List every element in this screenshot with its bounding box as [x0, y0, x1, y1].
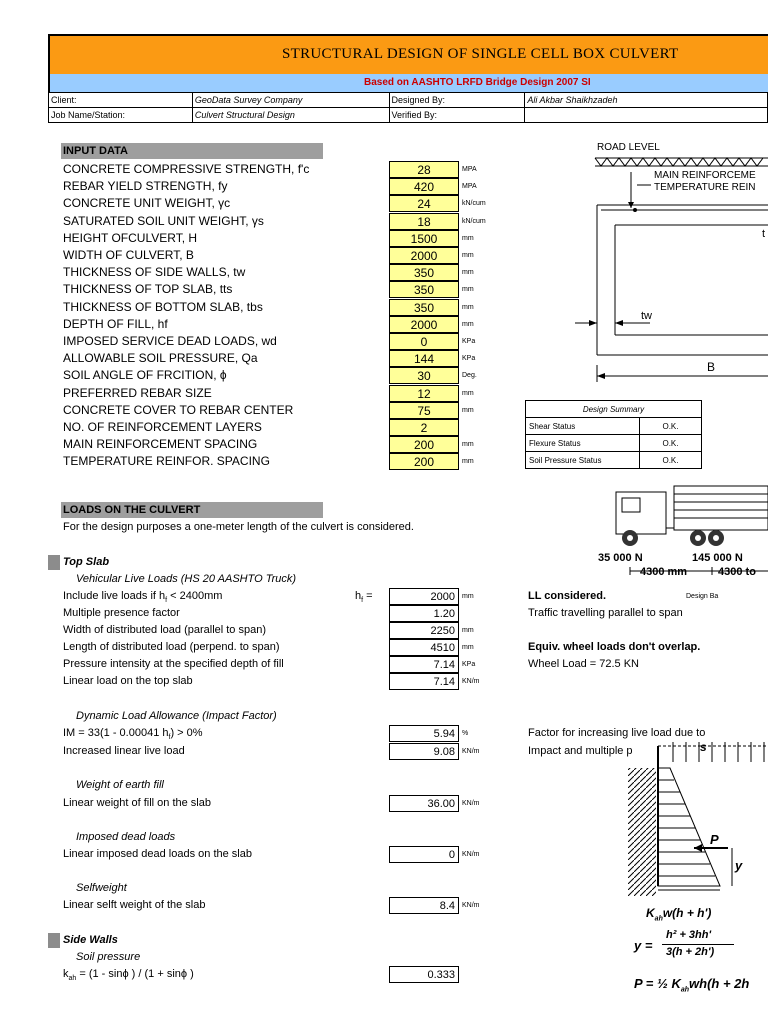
y-label: y: [735, 858, 743, 873]
verified-by-label: Verified By:: [389, 108, 525, 123]
designed-by-value[interactable]: Ali Akbar Shaikhzadeh: [525, 93, 768, 108]
input-value-11[interactable]: 144: [389, 350, 459, 367]
input-data-header: INPUT DATA: [61, 143, 323, 159]
design-basis-note: Design Ba: [686, 593, 719, 600]
input-label-9: DEPTH OF FILL, hf: [63, 317, 168, 331]
linear-load-unit: KN/m: [462, 678, 480, 685]
y-equation-den: 3(h + 2h'): [666, 946, 715, 958]
kah-label: $k_{ah} = (1 - \sin\phi$ ) / (1 + sinϕ ): [63, 968, 194, 983]
p-label: P: [710, 832, 719, 847]
input-label-16: MAIN REINFORCEMENT SPACING: [63, 437, 258, 451]
hf-equals: $h_f$ =: [355, 590, 373, 605]
soil-pressure-heading: Soil pressure: [76, 951, 141, 963]
road-level-label: ROAD LEVEL: [597, 142, 660, 153]
input-unit-13: mm: [462, 390, 474, 397]
axle-load-2: 145 000 N: [692, 552, 743, 564]
input-value-3[interactable]: 18: [389, 213, 459, 230]
p-equation: P = ½ $K_{ah}wh(h + 2h$: [634, 976, 750, 994]
input-unit-17: mm: [462, 458, 474, 465]
increased-ll-label: Increased linear live load: [63, 745, 185, 757]
designed-by-label: Designed By:: [389, 93, 525, 108]
imposed-dl-value: 0: [389, 846, 459, 863]
factor-note-2: Impact and multiple p: [528, 745, 633, 757]
increased-ll-value: 9.08: [389, 743, 459, 760]
summary-shear-value: O.K.: [640, 418, 702, 435]
earth-pressure-diagram: [628, 740, 768, 900]
input-label-6: THICKNESS OF SIDE WALLS, tw: [63, 265, 246, 279]
kah-value: 0.333: [389, 966, 459, 983]
subtitle-bar: [48, 74, 768, 92]
job-label: Job Name/Station:: [49, 108, 193, 123]
fill-weight-value: 36.00: [389, 795, 459, 812]
input-value-4[interactable]: 1500: [389, 230, 459, 247]
pressure-base-label: $K_{ah}w(h + h')$: [646, 906, 712, 923]
input-value-5[interactable]: 2000: [389, 247, 459, 264]
side-walls-heading: Side Walls: [63, 934, 118, 946]
summary-soil-value: O.K.: [640, 452, 702, 469]
client-label: Client:: [49, 93, 193, 108]
input-unit-10: KPa: [462, 338, 476, 345]
im-unit: %: [462, 730, 469, 737]
input-value-1[interactable]: 420: [389, 178, 459, 195]
input-label-5: WIDTH OF CULVERT, B: [63, 248, 194, 262]
input-unit-14: mm: [462, 407, 474, 414]
input-label-7: THICKNESS OF TOP SLAB, tts: [63, 282, 233, 296]
input-value-15[interactable]: 2: [389, 419, 459, 436]
input-unit-6: mm: [462, 269, 474, 276]
mpf-label: Multiple presence factor: [63, 607, 180, 619]
pressure-unit: KPa: [462, 661, 476, 668]
input-value-7[interactable]: 350: [389, 281, 459, 298]
input-value-0[interactable]: 28: [389, 161, 459, 178]
summary-title: Design Summary: [526, 401, 702, 418]
selfweight-value: 8.4: [389, 897, 459, 914]
subtitle: Based on AASHTO LRFD Bridge Design 2007 SI: [364, 77, 591, 88]
input-label-8: THICKNESS OF BOTTOM SLAB, tbs: [63, 300, 263, 314]
imposed-dl-unit: KN/m: [462, 851, 480, 858]
input-value-17[interactable]: 200: [389, 453, 459, 470]
traffic-note: Traffic travelling parallel to span: [528, 607, 683, 619]
width-dist-label: Width of distributed load (parallel to span): [63, 624, 266, 636]
client-value[interactable]: GeoData Survey Company: [192, 93, 389, 108]
include-ll-label: Include live loads if $h_f < 2400mm$: [63, 590, 223, 605]
imposed-dl-label: Linear imposed dead loads on the slab: [63, 848, 252, 860]
imposed-dl-heading: Imposed dead loads: [76, 831, 176, 843]
page-title: STRUCTURAL DESIGN OF SINGLE CELL BOX CULVERT: [282, 46, 679, 62]
input-label-14: CONCRETE COVER TO REBAR CENTER: [63, 403, 294, 417]
input-unit-0: MPA: [462, 166, 477, 173]
y-equation-lhs: y =: [634, 938, 653, 953]
pressure-value: 7.14: [389, 656, 459, 673]
input-value-12[interactable]: 30: [389, 367, 459, 384]
input-label-17: TEMPERATURE REINFOR. SPACING: [63, 454, 270, 468]
loads-intro: For the design purposes a one-meter length of the culvert is considered.: [63, 521, 414, 533]
input-value-14[interactable]: 75: [389, 402, 459, 419]
s-label: s: [700, 740, 707, 754]
fill-weight-unit: KN/m: [462, 800, 480, 807]
y-equation-bar: [662, 944, 734, 945]
job-value[interactable]: Culvert Structural Design: [192, 108, 389, 123]
input-label-2: CONCRETE UNIT WEIGHT, γc: [63, 196, 231, 210]
design-summary-table: [525, 400, 702, 469]
input-label-13: PREFERRED REBAR SIZE: [63, 386, 212, 400]
input-unit-9: mm: [462, 321, 474, 328]
width-dist-unit: mm: [462, 627, 474, 634]
axle-load-1: 35 000 N: [598, 552, 643, 564]
linear-load-label: Linear load on the top slab: [63, 675, 193, 687]
length-dist-unit: mm: [462, 644, 474, 651]
input-unit-4: mm: [462, 235, 474, 242]
linear-load-value: 7.14: [389, 673, 459, 690]
dla-heading: Dynamic Load Allowance (Impact Factor): [76, 710, 277, 722]
input-value-13[interactable]: 12: [389, 385, 459, 402]
summary-soil-label: Soil Pressure Status: [526, 452, 640, 469]
b-label: B: [707, 360, 716, 374]
input-unit-5: mm: [462, 252, 474, 259]
width-dist-value: 2250: [389, 622, 459, 639]
selfweight-label: Linear selft weight of the slab: [63, 899, 206, 911]
project-info-table: [48, 92, 768, 123]
increased-ll-unit: KN/m: [462, 748, 480, 755]
loads-header: LOADS ON THE CULVERT: [61, 502, 323, 518]
equiv-wheel-note: Equiv. wheel loads don't overlap.: [528, 641, 701, 653]
input-unit-16: mm: [462, 441, 474, 448]
y-equation-num: h² + 3hh': [666, 929, 712, 941]
input-unit-2: kN/cum: [462, 200, 486, 207]
include-ll-unit: mm: [462, 593, 474, 600]
im-value: 5.94: [389, 725, 459, 742]
input-value-2[interactable]: 24: [389, 195, 459, 212]
temperature-reinforcement-label: TEMPERATURE REIN: [654, 182, 756, 193]
ll-considered: LL considered.: [528, 590, 607, 602]
selfweight-unit: KN/m: [462, 902, 480, 909]
input-value-6[interactable]: 350: [389, 264, 459, 281]
title-bar: [48, 34, 768, 74]
input-label-15: NO. OF REINFORCEMENT LAYERS: [63, 420, 262, 434]
wheel-load-note: Wheel Load = 72.5 KN: [528, 658, 639, 670]
summary-flexure-value: O.K.: [640, 435, 702, 452]
input-unit-7: mm: [462, 286, 474, 293]
input-label-3: SATURATED SOIL UNIT WEIGHT, γs: [63, 214, 264, 228]
summary-shear-label: Shear Status: [526, 418, 640, 435]
include-ll-value: 2000: [389, 588, 459, 605]
pressure-label: Pressure intensity at the specified depth of fill: [63, 658, 284, 670]
input-value-16[interactable]: 200: [389, 436, 459, 453]
axle-spacing-2: 4300 to: [718, 566, 756, 578]
selfweight-heading: Selfweight: [76, 882, 127, 894]
factor-note-1: Factor for increasing live load due to: [528, 727, 706, 739]
input-unit-11: KPa: [462, 355, 476, 362]
vehicular-heading: Vehicular Live Loads (HS 20 AASHTO Truck): [76, 573, 297, 585]
axle-spacing-1: 4300 mm: [640, 566, 688, 578]
verified-by-value[interactable]: [525, 108, 768, 123]
input-label-12: SOIL ANGLE OF FRCITION, ϕ: [63, 368, 227, 382]
input-value-8[interactable]: 350: [389, 299, 459, 316]
input-label-11: ALLOWABLE SOIL PRESSURE, Qa: [63, 351, 258, 365]
input-label-1: REBAR YIELD STRENGTH, fy: [63, 179, 228, 193]
t-label: t: [762, 228, 766, 240]
mpf-value: 1.20: [389, 605, 459, 622]
top-slab-heading: Top Slab: [63, 556, 110, 568]
input-unit-3: kN/cum: [462, 218, 486, 225]
earth-fill-heading: Weight of earth fill: [76, 779, 164, 791]
top-slab-marker: [48, 555, 60, 570]
input-value-10[interactable]: 0: [389, 333, 459, 350]
side-walls-marker: [48, 933, 60, 948]
tw-label: tw: [641, 310, 652, 322]
main-reinforcement-label: MAIN REINFORCEME: [654, 170, 756, 181]
input-value-9[interactable]: 2000: [389, 316, 459, 333]
input-unit-8: mm: [462, 304, 474, 311]
input-unit-1: MPA: [462, 183, 477, 190]
input-label-10: IMPOSED SERVICE DEAD LOADS, wd: [63, 334, 277, 348]
input-unit-12: Deg.: [462, 372, 477, 379]
im-label: IM = 33(1 - 0.00041 $h_f) > 0\%$: [63, 727, 203, 742]
length-dist-label: Length of distributed load (perpend. to span): [63, 641, 280, 653]
input-label-4: HEIGHT OFCULVERT, H: [63, 231, 198, 245]
fill-weight-label: Linear weight of fill on the slab: [63, 797, 211, 809]
length-dist-value: 4510: [389, 639, 459, 656]
truck-figure: [598, 484, 768, 550]
summary-flexure-label: Flexure Status: [526, 435, 640, 452]
input-label-0: CONCRETE COMPRESSIVE STRENGTH, f'c: [63, 162, 310, 176]
